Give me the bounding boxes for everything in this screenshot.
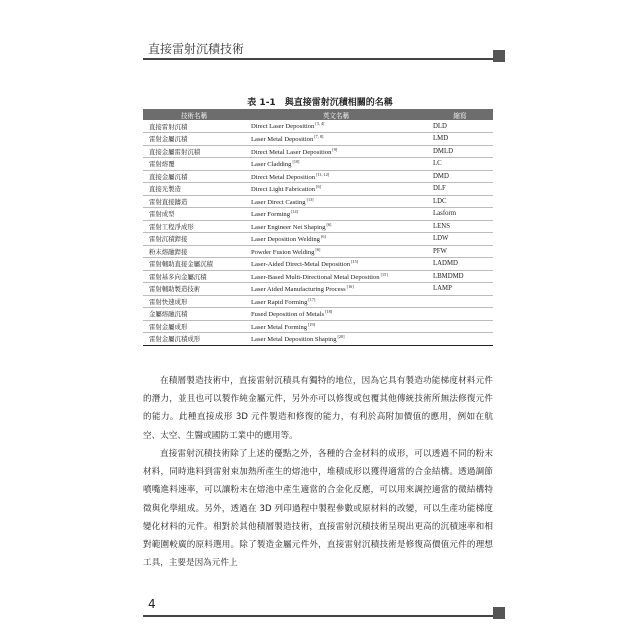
english-name-text: Laser Metal Forming: [251, 323, 308, 331]
cell-english-name: [245, 320, 427, 333]
reference-superscript: [6]: [315, 246, 321, 252]
reference-superscript: [6]: [316, 184, 321, 190]
table-row: [143, 333, 493, 346]
cell-english-name: [245, 158, 427, 171]
cell-chinese-name: 金屬熔融沉積: [143, 308, 245, 321]
reference-superscript: [16]: [346, 284, 354, 290]
cell-chinese-name: 雷射金屬成形: [143, 320, 245, 333]
table-body: [143, 120, 493, 345]
cell-abbreviation: [427, 333, 493, 346]
reference-superscript: [11, 12]: [316, 171, 330, 177]
english-name-text: Laser Forming: [251, 211, 291, 219]
reference-superscript: [19]: [308, 321, 316, 327]
english-name-text: Laser Deposition Welding: [251, 236, 320, 244]
table-row: [143, 233, 493, 246]
english-name-text: Laser-Based Multi-Directional Metal Deposition: [251, 273, 380, 281]
table-row: [143, 258, 493, 271]
english-name-text: Direct Light Fabrication: [251, 186, 316, 194]
table-row: [143, 183, 493, 196]
table-row: [143, 283, 493, 296]
cell-abbreviation: DMD: [427, 170, 493, 183]
cell-chinese-name: 雷射基多向金屬沉積: [143, 270, 245, 283]
cell-english-name: [245, 170, 427, 183]
cell-english-name: [245, 183, 427, 196]
reference-superscript: [9]: [332, 146, 338, 152]
cell-abbreviation: LENS: [427, 220, 493, 233]
cell-chinese-name: 雷射直接鑄造: [143, 195, 245, 208]
cell-chinese-name: 直接雷射沉積: [143, 120, 245, 133]
table-row: [143, 208, 493, 221]
cell-chinese-name: 雷射輔助直接金屬沉積: [143, 258, 245, 271]
reference-superscript: [17]: [308, 296, 316, 302]
table-row: [143, 133, 493, 146]
table-row: [143, 158, 493, 171]
cell-abbreviation: DLD: [427, 120, 493, 133]
cell-abbreviation: DLF: [427, 183, 493, 196]
english-name-text: Powder Fusion Welding: [251, 248, 315, 256]
cell-chinese-name: 粉末熔融銲接: [143, 245, 245, 258]
cell-chinese-name: 直接金屬沉積: [143, 170, 245, 183]
cell-english-name: [245, 145, 427, 158]
reference-superscript: [15]: [380, 271, 388, 277]
reference-superscript: [13]: [306, 196, 314, 202]
terminology-table: [143, 109, 493, 346]
reference-superscript: [6]: [326, 221, 332, 227]
table-row: [143, 308, 493, 321]
cell-chinese-name: 雷射快速成形: [143, 295, 245, 308]
cell-english-name: [245, 333, 427, 346]
english-name-text: Laser-Aided Direct-Metal Deposition: [251, 261, 351, 269]
page-number: 4: [148, 597, 156, 611]
running-header-title: 直接雷射沉積技術: [148, 42, 245, 56]
table-caption: 表 1-1 與直接雷射沉積相關的名稱: [247, 98, 393, 108]
cell-abbreviation: LMD: [427, 133, 493, 146]
cell-abbreviation: LDW: [427, 233, 493, 246]
cell-chinese-name: 雷射沉積銲接: [143, 233, 245, 246]
reference-superscript: [14]: [291, 209, 298, 215]
header-corner-block: [493, 50, 505, 62]
cell-english-name: [245, 283, 427, 296]
column-header-english-name: 英文名稱: [322, 111, 350, 120]
cell-chinese-name: 雷射成型: [143, 208, 245, 221]
footer-corner-block: [493, 607, 505, 619]
reference-superscript: [7, 8]: [314, 134, 324, 140]
cell-english-name: [245, 270, 427, 283]
cell-english-name: [245, 233, 427, 246]
cell-abbreviation: DMLD: [427, 145, 493, 158]
cell-english-name: [245, 220, 427, 233]
cell-abbreviation: [427, 295, 493, 308]
cell-english-name: [245, 245, 427, 258]
english-name-text: Direct Metal Laser Deposition: [251, 148, 332, 156]
cell-english-name: [245, 308, 427, 321]
reference-superscript: [18]: [325, 309, 333, 315]
column-header-abbreviation: 縮寫: [453, 111, 467, 120]
table-row: [143, 145, 493, 158]
cell-english-name: [245, 120, 427, 133]
table-row: [143, 170, 493, 183]
cell-english-name: [245, 208, 427, 221]
cell-english-name: [245, 258, 427, 271]
cell-chinese-name: 雷射金屬沉積: [143, 133, 245, 146]
table-header-row: [143, 109, 493, 120]
header-rule: [143, 58, 493, 60]
cell-abbreviation: [427, 308, 493, 321]
table-row: [143, 120, 493, 133]
body-paragraph-2: 直接雷射沉積技術除了上述的優點之外，各種的合金材料的成形，可以透過不同的粉末材料，同時進料到雷射束加熱所產生的熔池中，堆積成形以獲得適當的合金結構。透過調節噴嘴進料速率，可以讓粉末在熔池中產生適當的合金化反應，可以用來調控適當的微結構特徵與化學組成。另外，透過在 3D 列印過程中製程參數或原材料的改變，可以生產功能梯度變化材料的元件。相對於其他積層製造技術，直接雷射沉積技術呈現出更高的沉積速率和相對範圍較廣的原料選用。除了製造金屬元件外，直接雷射沉積技術是修復高價值元件的理想工具，主要是因為元件上: [143, 449, 493, 569]
cell-chinese-name: 雷射工程淨成形: [143, 220, 245, 233]
cell-english-name: [245, 133, 427, 146]
cell-chinese-name: 雷射金屬沉積成形: [149, 335, 201, 344]
table-row: [143, 220, 493, 233]
cell-english-name: [245, 195, 427, 208]
table-row: [143, 245, 493, 258]
footer-rule: [143, 615, 493, 617]
cell-abbreviation: LAMP: [427, 283, 493, 296]
cell-abbreviation: LC: [427, 158, 493, 171]
reference-superscript: [20]: [337, 334, 345, 340]
cell-abbreviation: LBMDMD: [427, 270, 493, 283]
table-row: [143, 320, 493, 333]
english-name-text: Direct Laser Deposition: [251, 123, 315, 131]
cell-english-name: [245, 295, 427, 308]
english-name-text: Laser Direct Casting: [251, 198, 306, 206]
table-row: [143, 195, 493, 208]
english-name-text: Laser Rapid Forming: [251, 298, 308, 306]
cell-abbreviation: PFW: [427, 245, 493, 258]
column-header-chinese-name: 技術名稱: [180, 111, 208, 120]
english-name-text: Fused Deposition of Metals: [251, 311, 325, 319]
reference-superscript: [10]: [292, 159, 300, 165]
cell-abbreviation: Lasform: [427, 208, 493, 221]
cell-chinese-name: 雷射輔助製造技術: [143, 283, 245, 296]
english-name-text: Direct Metal Deposition: [251, 173, 316, 181]
cell-abbreviation: LDC: [427, 195, 493, 208]
cell-chinese-name: 雷射熔覆: [143, 158, 245, 171]
english-name-text: Laser Metal Deposition Shaping: [251, 336, 337, 344]
reference-superscript: [3, 4]: [315, 121, 325, 127]
reference-superscript: [6]: [320, 234, 326, 240]
english-name-text: Laser Aided Manufacturing Process: [251, 286, 346, 294]
english-name-text: Laser Cladding: [251, 161, 292, 169]
cell-abbreviation: [427, 320, 493, 333]
cell-abbreviation: LADMD: [427, 258, 493, 271]
cell-chinese-name: 直接金屬雷射沉積: [143, 145, 245, 158]
reference-superscript: [15]: [351, 259, 359, 265]
body-paragraph-1: 在積層製造技術中，直接雷射沉積具有獨特的地位，因為它具有製造功能梯度材料元件的潛力，並且也可以製作純金屬元件，另外亦可以修復或包覆其他傳統技術所無法修復元件的能力。此種直接成形 3D 元件製造和修復的能力，有利於高附加價值的應用，例如在航空、太空、生醫或國防工業中的應用等。: [143, 376, 493, 441]
cell-chinese-name: 直接光製造: [143, 183, 245, 196]
english-name-text: Laser Engineer Net Shaping: [251, 223, 326, 231]
table-row: [143, 270, 493, 283]
table-row: [143, 295, 493, 308]
english-name-text: Laser Metal Deposition: [251, 136, 314, 144]
